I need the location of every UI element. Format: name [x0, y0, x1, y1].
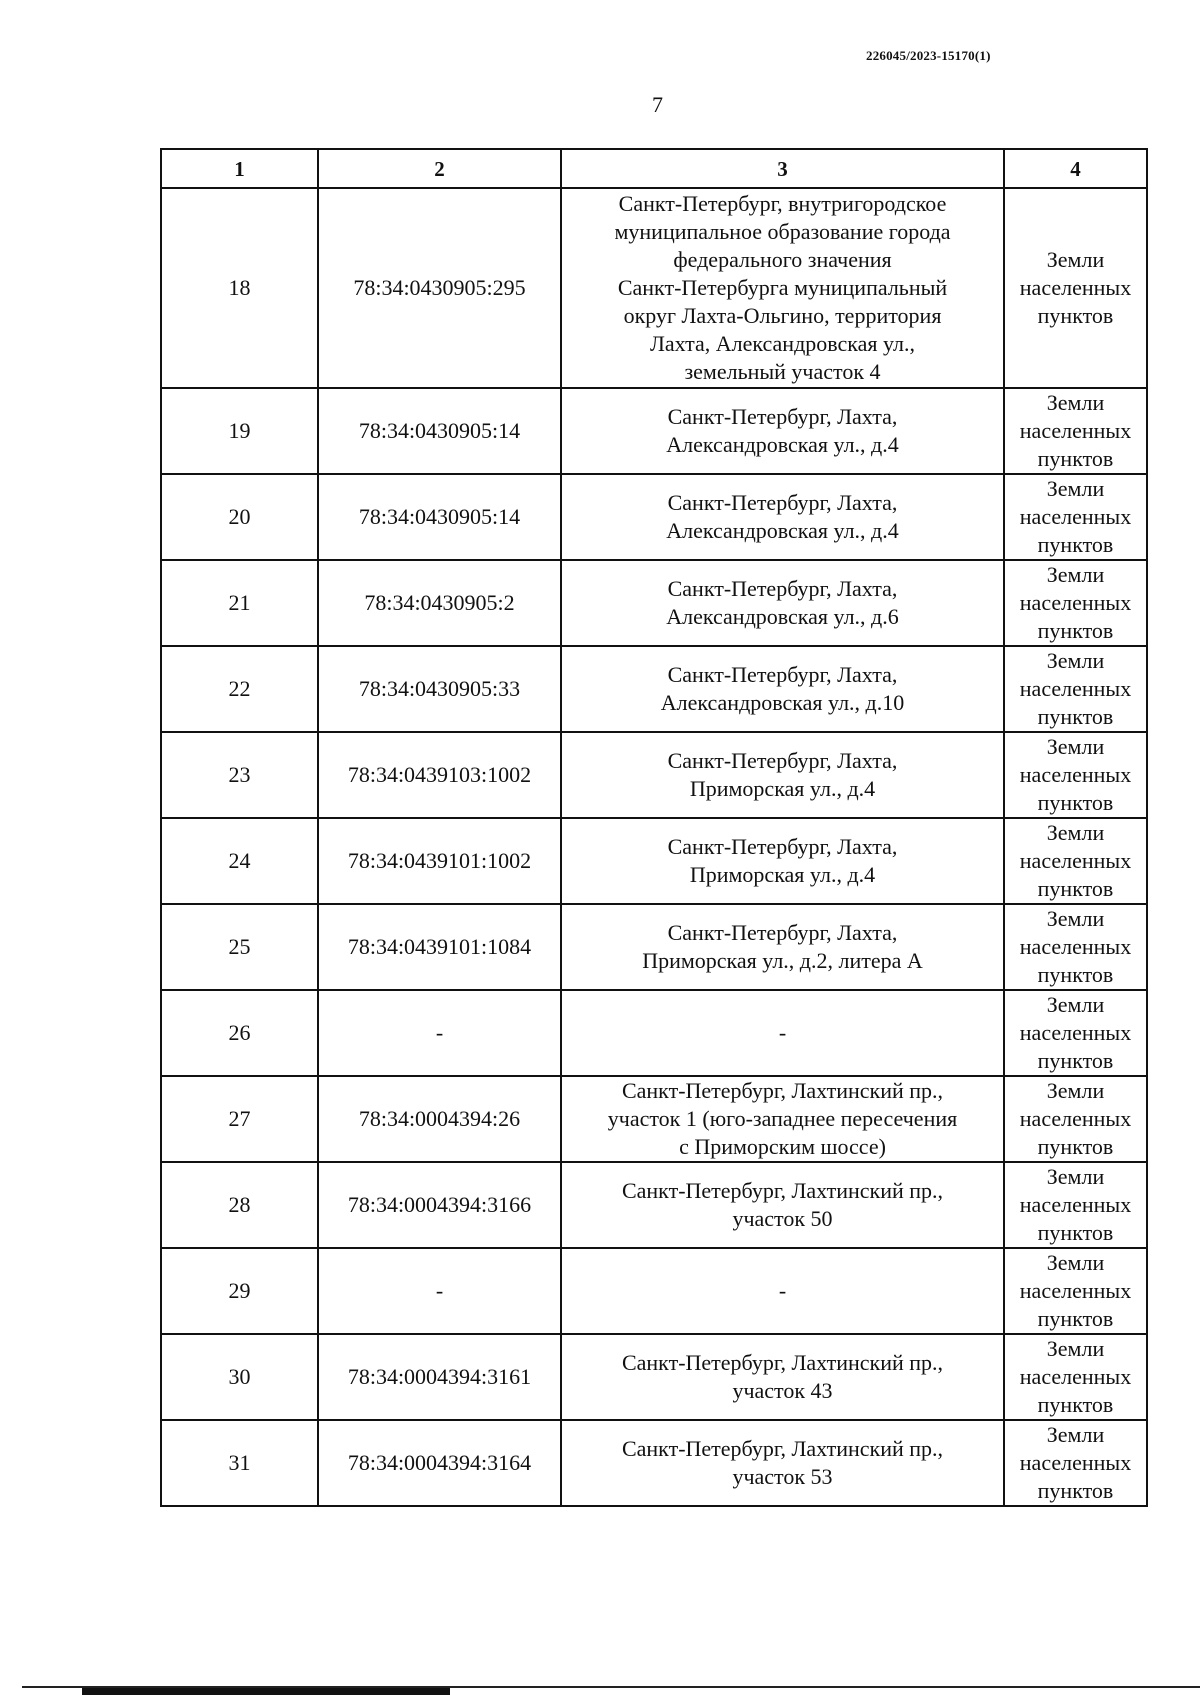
address-cell: Санкт-Петербург, Лахтинский пр., участок 53	[561, 1420, 1004, 1506]
land-category-cell: Земли населенных пунктов	[1004, 1420, 1147, 1506]
row-number-cell: 18	[161, 188, 318, 388]
cadastral-number-cell: 78:34:0004394:3164	[318, 1420, 561, 1506]
land-category-cell: Земли населенных пунктов	[1004, 990, 1147, 1076]
row-number-cell: 22	[161, 646, 318, 732]
cadastral-number-cell: 78:34:0004394:26	[318, 1076, 561, 1162]
row-number-cell: 25	[161, 904, 318, 990]
row-number-cell: 28	[161, 1162, 318, 1248]
row-number-cell: 31	[161, 1420, 318, 1506]
column-header-1: 1	[161, 149, 318, 188]
row-number-cell: 30	[161, 1334, 318, 1420]
table-row	[161, 188, 1147, 388]
row-number-cell: 27	[161, 1076, 318, 1162]
table-row	[161, 646, 1147, 732]
table-row	[161, 1162, 1147, 1248]
land-category-cell: Земли населенных пунктов	[1004, 1334, 1147, 1420]
footer-stamp-bar	[82, 1688, 450, 1695]
row-number-cell: 26	[161, 990, 318, 1076]
column-header-3: 3	[561, 149, 1004, 188]
cadastral-number-cell: 78:34:0439103:1002	[318, 732, 561, 818]
table-row	[161, 904, 1147, 990]
table-header-row	[161, 149, 1147, 188]
row-number-cell: 20	[161, 474, 318, 560]
land-plots-table	[160, 148, 1148, 1507]
table-row	[161, 474, 1147, 560]
cadastral-number-cell: 78:34:0430905:14	[318, 474, 561, 560]
cadastral-number-cell: 78:34:0004394:3161	[318, 1334, 561, 1420]
land-category-cell: Земли населенных пунктов	[1004, 1076, 1147, 1162]
land-category-cell: Земли населенных пунктов	[1004, 1248, 1147, 1334]
address-cell: Санкт-Петербург, внутригородское муниципальное образование города федерального значения Санкт-Петербурга муниципальный округ Лахта-Ольгино, территория Лахта, Александровская ул., земельный участок 4	[561, 188, 1004, 388]
cadastral-number-cell: -	[318, 1248, 561, 1334]
row-number-cell: 29	[161, 1248, 318, 1334]
land-category-cell: Земли населенных пунктов	[1004, 646, 1147, 732]
address-cell: Санкт-Петербург, Лахта, Александровская ул., д.6	[561, 560, 1004, 646]
document-id: 226045/2023-15170(1)	[866, 48, 991, 63]
table-row	[161, 1076, 1147, 1162]
land-category-cell: Земли населенных пунктов	[1004, 732, 1147, 818]
address-cell: Санкт-Петербург, Лахта, Александровская ул., д.4	[561, 388, 1004, 474]
land-category-cell: Земли населенных пунктов	[1004, 560, 1147, 646]
address-cell: Санкт-Петербург, Лахтинский пр., участок 1 (юго-западнее пересечения с Приморским шоссе)	[561, 1076, 1004, 1162]
land-category-cell: Земли населенных пунктов	[1004, 388, 1147, 474]
land-category-cell: Земли населенных пунктов	[1004, 474, 1147, 560]
column-header-2: 2	[318, 149, 561, 188]
address-cell: -	[561, 990, 1004, 1076]
cadastral-number-cell: 78:34:0004394:3166	[318, 1162, 561, 1248]
address-cell: Санкт-Петербург, Лахта, Александровская ул., д.10	[561, 646, 1004, 732]
land-category-cell: Земли населенных пунктов	[1004, 1162, 1147, 1248]
table-row	[161, 990, 1147, 1076]
table-row	[161, 1334, 1147, 1420]
table-row	[161, 388, 1147, 474]
row-number-cell: 23	[161, 732, 318, 818]
cadastral-number-cell: 78:34:0430905:14	[318, 388, 561, 474]
table-row	[161, 560, 1147, 646]
land-category-cell: Земли населенных пунктов	[1004, 188, 1147, 388]
row-number-cell: 21	[161, 560, 318, 646]
address-cell: Санкт-Петербург, Лахта, Александровская ул., д.4	[561, 474, 1004, 560]
address-cell: Санкт-Петербург, Лахта, Приморская ул., д.4	[561, 818, 1004, 904]
address-cell: Санкт-Петербург, Лахта, Приморская ул., д.2, литера А	[561, 904, 1004, 990]
table-row	[161, 732, 1147, 818]
page-number: 7	[652, 92, 663, 117]
row-number-cell: 19	[161, 388, 318, 474]
address-cell: Санкт-Петербург, Лахта, Приморская ул., д.4	[561, 732, 1004, 818]
land-category-cell: Земли населенных пунктов	[1004, 818, 1147, 904]
table-row	[161, 1420, 1147, 1506]
address-cell: -	[561, 1248, 1004, 1334]
cadastral-number-cell: 78:34:0439101:1002	[318, 818, 561, 904]
table-row	[161, 818, 1147, 904]
table-row	[161, 1248, 1147, 1334]
cadastral-number-cell: -	[318, 990, 561, 1076]
cadastral-number-cell: 78:34:0430905:295	[318, 188, 561, 388]
land-category-cell: Земли населенных пунктов	[1004, 904, 1147, 990]
address-cell: Санкт-Петербург, Лахтинский пр., участок 43	[561, 1334, 1004, 1420]
cadastral-number-cell: 78:34:0439101:1084	[318, 904, 561, 990]
column-header-4: 4	[1004, 149, 1147, 188]
row-number-cell: 24	[161, 818, 318, 904]
cadastral-number-cell: 78:34:0430905:2	[318, 560, 561, 646]
address-cell: Санкт-Петербург, Лахтинский пр., участок 50	[561, 1162, 1004, 1248]
cadastral-number-cell: 78:34:0430905:33	[318, 646, 561, 732]
